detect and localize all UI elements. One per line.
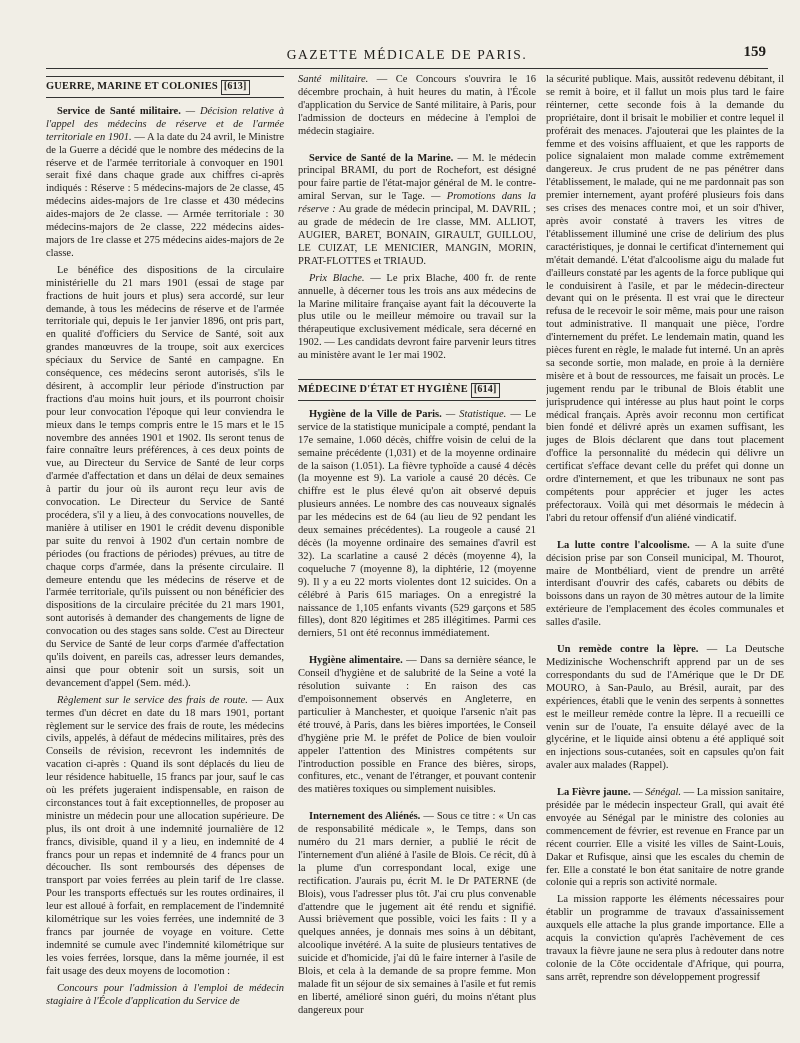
article-paragraph (298, 273, 536, 363)
running-header (46, 44, 768, 69)
article-subtitle: — Décision relative à l'appel des médecins de réserve et de l'armée territoriale en 1901. (46, 105, 284, 143)
article-text: — Le service de la statistique municipale a compté, pendant la 17e semaine, 1.060 décès, chiffre voisin de celui de la semaine précédente (1,031) et de la moyenne ordinaire de la saison (1.051). La fièvre typhoïde a causé 4 décès (la moyenne est 9). La variole a causé 20 décès. Ce chiffre est le plus élevé qu'on ait observé depuis plusieurs années. Le nombre des cas nouveaux signalés par les médecins est de 64 (au lieu de 92 pendant les deux semaines précédentes). La rougeole a causé 21 décès (la moyenne ordinaire des semaines d'avril est 32). La scarlatine a causé 2 décès (moyenne 4), la coqueluche 7 (moyenne 8), la diphtérie, 12 (moyenne 9). Il y a eu 22 morts violentes dont 12 suicides. On a célébré à Paris 615 mariages. On a enregistré la naissance de 1,105 enfants vivants (529 garçons et 585 filles), dont 820 légitimes et 285 illégitimes. Parmi ces derniers, 51 ont été reconnus immédiatement. (298, 408, 536, 640)
article-subtitle: Concours pour l'admission à l'emploi de médecin stagiaire à l'École d'application du Service de (46, 982, 284, 1007)
section-heading (46, 76, 284, 98)
article-text: — Le prix Blache, 400 fr. de rente annuelle, à décerner tous les trois ans aux médecins de la Marine militaire française ayant fait la découverte la plus utile ou le meilleur mémoire ou travail sur la thérapeutique exclusivement médicale, sera décerné en 1902. — Les candidats devront faire parvenir leurs titres au ministère avant le 1er mai 1902. (298, 272, 536, 362)
article-text: Au grade de médecin principal, M. DAVRIL ; au grade de médecin de 1re classe, MM. ALLIOT, AUGIER, BARET, BONAIN, GIRAULT, GUILLOU, LE CUIZAT, LE MENICIER, MANGIN, MORIN, PRAT-FLOTTES et TRIAUD. (298, 204, 536, 267)
article-paragraph: Le bénéfice des dispositions de la circulaire ministérielle du 21 mars 1901 (essai de stage par fractions de huit jours et plus) sera accordé, sur leur demande, à tous les médecins de réserve et de l'armée territoriale qui, depuis le 1er janvier 1896, ont pris part, en qualité d'officiers du Service de Santé, soit aux grandes manœuvres de la troupe, soit aux exercices spéciaux du Service de Santé en campagne. En conséquence, ces médecins seront autorisés, s'ils le désirent, à accomplir leur période d'instruction par fractions d'au moins huit jours, et ils pourront choisir pour leur convocation l'époque qui leur conviendra le mieux dans le temps compris entre le 15 mars et le 15 novembre des années 1901 et 1902. Ils seront tenus de faire connaître leurs préférences, à ces deux points de vue, au Directeur du Service de Santé de leur corps d'armée d'affectation et dans un délai de deux semaines à partir du jour où ils auront reçu leur avis de convocation. Le Directeur du Service de Santé procédera, s'il y a lieu, à des convocations nouvelles, de manière à utiliser en 1901 le crédit devenu disponible par suite du renvoi à 1902 d'un certain nombre de périodes (ou fractions de périodes) prévues, au titre de chaque corps d'armée, dans la présente circulaire. Il demeure entendu que les médecins de réserve et de l'armée territoriale, qu'ils puissent ou non bénéficier des dispositions de la circulaire précitée du 21 mars 1901, sont autorisés à demander des changements de ligne de convocation ou des stages sans solde. C'est au Directeur du Service de Santé de leur corps d'armée d'affectation qu'ils doivent, en pareils cas, adresser leurs demandes, ainsi que pour obtenir soit un sursis, soit un devancement d'appel (Sem. méd.). (46, 264, 284, 689)
article-paragraph (298, 811, 536, 1018)
article-paragraph: la sécurité publique. Mais, aussitôt redevenu débitant, il se remit à boire, et il fallut un mois plus tard le faire réinterner, cette seconde fois à la demande du propriétaire, dont il brisait le mobilier et contre lequel il proférait des menaces. J'ajouterai que les plaintes de la femme et des voisins affluaient, et que les rapports de police signalaient mon malade comme extrêmement dangereux. Je crus prudent de ne pas pénétrer dans l'établissement, le malade, qui ne me pardonnait pas son premier internement, ayant proféré plusieurs fois dans ses crises des menaces contre moi, et un soir d'hiver, après avoir constaté à travers les vitres de l'établissement illuminé une crise de delirium des plus caractéristiques, je donnai le certificat d'internement qui m'était demandé. L'état d'alcoolisme aigu du malade fut d'ailleurs constaté par les agents de la force publique qui le conduisirent à l'asile, et par le médecin-directeur devant qui on le présenta. Il est vrai que le directeur refusa de le recevoir le soir même, mais pour une raison tout administrative. Il manquait une pièce, l'ordre d'internement du préfet. Le lendemain matin, quand les pièces furent en règle, le malade fut interné. Un an après sa seconde sortie, mon malade, en proie à la dernière misère et à bout de ressources, me faisait un procès. Le jugement rendu par le tribunal de Blois établit une jurisprudence qui intéresse au plus haut point le corps médical français. Après avoir reconnu mon certificat bien fondé et délivré après un examen suffisant, les juges de Blois déclarent que dans tout placement d'office la personnalité du médecin qui délivre un certificat s'efface devant celle du préfet qui donne un ordre d'internement, et que les tribunaux ne sont pas compétents pour apprécier et juger les actes préfectoraux. Voilà qui met désormais le médecin à l'abri du retour offensif d'un aliéné vindicatif. (546, 74, 784, 524)
article-subtitle: — Statistique. (445, 408, 507, 420)
article-title: Service de Santé militaire. (57, 105, 181, 117)
article-paragraph (298, 153, 536, 269)
page-number: 159 (743, 44, 766, 60)
section-title: MÉDECINE D'ÉTAT ET HYGIÈNE (298, 384, 468, 396)
article-text: — M. le médecin principal BRAMI, du port de Rochefort, est désigné pour faire partie de l'état-major général de M. le contre-amiral Servan, sur le Tage. (298, 152, 536, 203)
article-subtitle: Prix Blache. (309, 272, 365, 284)
article-text: — A la date du 24 avril, le Ministre de la Guerre a décidé que le nombre des médecins de la réserve et de l'armée territoriale à convoquer en 1901 serait fixé dans chaque grade aux chiffres ci-après indiqués : Réserve : 5 médecins-majors de 2e classe, 45 médecins aides-majors de 1re classe et 430 médecins aides-majors de 2e classe. — Armée territoriale : 30 médecins-majors de 2e classe, 222 médecins aides-majors de 1re classe et 275 médecins aides-majors de 2e classe. (46, 131, 284, 259)
article-title: La lutte contre l'alcoolisme. (557, 539, 690, 551)
article-paragraph (546, 540, 784, 630)
article-subtitle: Règlement sur le service des frais de route. (57, 694, 248, 706)
column-3 (546, 74, 784, 1038)
article-text: — Ce Concours s'ouvrira le 16 décembre prochain, à huit heures du matin, à l'École d'application du Service de Santé militaire, à Paris, pour l'admission de docteurs en médecine à l'emploi de médecin stagiaire. (298, 74, 536, 137)
article-paragraph (46, 983, 284, 1009)
article-title: Service de Santé de la Marine. (309, 152, 454, 164)
column-1 (46, 74, 284, 1038)
journal-title: GAZETTE MÉDICALE DE PARIS. (286, 47, 528, 62)
section-code: [613] (221, 80, 250, 95)
column-2 (298, 74, 536, 1038)
article-paragraph (298, 409, 536, 641)
article-subtitle: — Sénégal. (633, 787, 682, 799)
article-title: Hygiène alimentaire. (309, 655, 403, 667)
section-title: GUERRE, MARINE ET COLONIES (46, 81, 218, 92)
article-paragraph: La mission rapporte les éléments nécessaires pour établir un programme de travaux d'assainissement auxquels elle attache la plus grande importance. Elle a acquis la conviction qu'après l'achèvement de ces travaux la fièvre jaune ne sera plus à redouter dans notre colonie de la Côte occidentale d'Afrique, qui pourra, sans arrêt, reprendre son développement progressif (546, 894, 784, 983)
article-title: Internement des Aliénés. (309, 811, 421, 823)
article-paragraph (46, 695, 284, 979)
article-text: — A la suite d'une décision prise par son Conseil municipal, M. Thourot, maire de Montbéliard, vient de prendre un arrêté interdisant d'ouvrir des cafés, cabarets ou débits de boissons dans un rayon de 30 mètres autour de la limite extérieure de l'emplacement des écoles communales et salles d'asile. (546, 539, 784, 629)
article-text: — Aux termes d'un décret en date du 18 mars 1901, portant règlement sur le service des frais de route, les médecins civils, appelés, à défaut de médecins militaires, près des Conseils de révision, recevront les indemnités de vacation ci-après : Quand ils sont déplacés du lieu de leur résidence habituelle, 15 francs par jour, sauf le cas où les préfets jugeraient indispensable, en raison de circonstances tout à fait exceptionnelles, de proposer au ministre un médecin pour une allocation supérieure. De plus, ils ont droit à une indemnité journalière de 12 francs, divisible, quand il y a lieu, en indemnité de 4 francs pour un repas et indemnité de 4 francs pour un découcher. Ils sont remboursés des dépenses de transport par voies ferrées au plein tarif de 1re classe. Pour les transports effectués sur les routes ordinaires, il leur est alloué à forfait, en remplacement de l'indemnité kilométrique sur les voies ferrées, une indemnité de 3 francs par journée de voyage en voiture. Cette indemnité se cumule avec l'indemnité kilométrique sur les voies ferrées, lorsque, dans la même journée, il est fait usage des deux moyens de locomotion : (46, 694, 284, 977)
article-paragraph (546, 644, 784, 773)
article-text: — Sous ce titre : « Un cas de responsabilité médicale », le Temps, dans son numéro du 21 mars dernier, a publié le récit de l'internement d'un aliéné à l'asile de Blois. Ce récit, dû à la plume d'un correspondant local, exige une rectification. J'aurais pu, écrit M. le Dr PATERNE (de Blois), vous l'adresser plus tôt. J'ai cru plus convenable d'attendre que le jugement ait été rendu et signifié. Aussi brièvement que possible, voici les faits : Il y a quelques années, je donnais mes soins à un débitant, alcoolique invétéré. A la suite de plusieurs tentatives de suicide et d'homicide, j'ai dû le faire interner à l'asile de Blois, et cela à la demande de sa propre femme. Mon malade fit un séjour de six semaines à l'asile et fut remis en liberté, amélioré sinon guéri, du moins n'étant plus dangereux pour (298, 811, 536, 1016)
article-paragraph (298, 655, 536, 797)
article-subtitle: Santé militaire. (298, 74, 369, 85)
article-title: La Fièvre jaune. (557, 787, 631, 799)
article-paragraph (46, 106, 284, 261)
article-paragraph (546, 787, 784, 890)
article-paragraph (298, 74, 536, 139)
article-title: Hygiène de la Ville de Paris. (309, 408, 442, 420)
section-code: [614] (471, 383, 500, 398)
article-text: — Dans sa dernière séance, le Conseil d'hygiène et de salubrité de la Seine a voté la résolution suivante : En raison des cas d'empoisonnement observés en Angleterre, en particulier à Manchester, et quoique l'arsenic n'ait pas été trouvé, à Paris, dans les bières importées, le Conseil d'hygiène prie M. le préfet de Police de bien vouloir appeler l'attention des Ministres compétents sur l'introduction possible en France des bières, sirops, confitures, etc., venant de l'étranger, et pouvant contenir des matières toxiques ou simplement nuisibles. (298, 655, 536, 796)
article-text: — La Deutsche Medizinische Wochenschrift apprend par un de ses correspondants du sud de l'Amérique que le Dr DE MOURO, à San-Paulo, au Brésil, aurait, par des expériences, établi que le venin des serpents à sonnettes est le meilleur remède contre la lèpre. Il a recueilli ce venin sur de l'ouate, l'a ensuite délayé avec de la glycérine, et le liquide ainsi obtenu a été appliqué soit en injections sous-cutanées, soit en capsules qu'on fait avaler aux malades (Rappel). (546, 644, 784, 772)
article-subtitle: — Promotions dans la réserve : (298, 191, 536, 216)
article-title: Un remède contre la lèpre. (557, 644, 699, 656)
section-heading (298, 379, 536, 401)
article-text: — La mission sanitaire, présidée par le médecin inspecteur Grall, qui avait été envoyée au Sénégal par le ministre des colonies au commencement de février, est revenue en France par un récent courrier. Elle a visité les villes de Saint-Louis, Dakar et Rufisque, ainsi que les escales du chemin de fer. Elle a constaté le bon état sanitaire de notre grande colonie qui a repris son activité normale. (546, 787, 784, 889)
